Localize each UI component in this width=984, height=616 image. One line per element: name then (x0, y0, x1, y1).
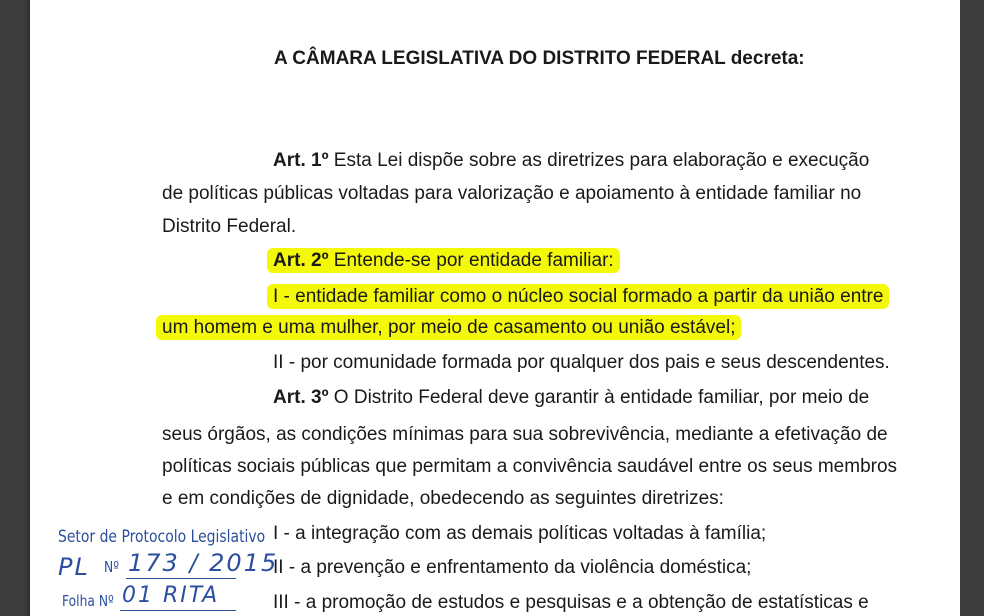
art3-item2: II - a prevenção e enfrentamento da violência doméstica; (273, 557, 752, 578)
stamp-folha-value: 01 RITA (122, 583, 220, 608)
stamp-pl-label: PL (58, 553, 90, 581)
art1-line3: Distrito Federal. (162, 216, 297, 237)
art3-line4: e em condições de dignidade, obedecendo as seguintes diretrizes: (162, 488, 724, 509)
stamp-sector: Setor de Protocolo Legislativo (58, 527, 266, 547)
document-page (30, 0, 960, 616)
document-title: A CÂMARA LEGISLATIVA DO DISTRITO FEDERAL decreta: (274, 48, 805, 69)
viewer-margin-right (960, 0, 984, 616)
art2-item1-line1 (267, 285, 889, 309)
art2-intro: Entende-se por entidade familiar: (333, 250, 614, 271)
art2-intro-line (267, 249, 620, 273)
art3-line2: seus órgãos, as condições mínimas para sua sobrevivência, mediante a efetivação de (162, 424, 888, 445)
art1-label: Art. 1º (273, 150, 329, 171)
art2-item1-highlight1: I - entidade familiar como o núcleo social formado a partir da união entre (267, 284, 889, 309)
art2-label: Art. 2º (273, 250, 329, 271)
art2-intro-highlight (267, 248, 620, 273)
art3-line3: políticas sociais públicas que permitam a convivência saudável entre os seus membros (162, 456, 898, 477)
stamp-pl-number: 173 / 2015 (128, 549, 279, 577)
stamp-folha-label: Folha Nº (62, 592, 114, 610)
stamp-folha-underline (120, 610, 236, 611)
art2-item1-line2 (156, 316, 741, 340)
art3-text1: O Distrito Federal deve garantir à entidade familiar, por meio de (333, 387, 870, 408)
art1-text1: Esta Lei dispõe sobre as diretrizes para elaboração e execução (333, 150, 870, 171)
art3-line1 (273, 386, 869, 410)
stamp-num-label: Nº (104, 558, 120, 576)
art3-item3: III - a promoção de estudos e pesquisas e a obtenção de estatísticas e (273, 592, 869, 613)
art2-item2: II - por comunidade formada por qualquer dos pais e seus descendentes. (273, 352, 890, 373)
art3-label: Art. 3º (273, 387, 329, 408)
art1-line1 (273, 149, 869, 173)
art1-line2: de políticas públicas voltadas para valorização e apoiamento à entidade familiar no (162, 183, 862, 204)
viewer-margin-left (0, 0, 30, 616)
art3-item1: I - a integração com as demais políticas voltadas à família; (273, 523, 767, 544)
art2-item1-highlight2: um homem e uma mulher, por meio de casamento ou união estável; (156, 315, 741, 340)
stamp-number-underline (126, 578, 236, 579)
